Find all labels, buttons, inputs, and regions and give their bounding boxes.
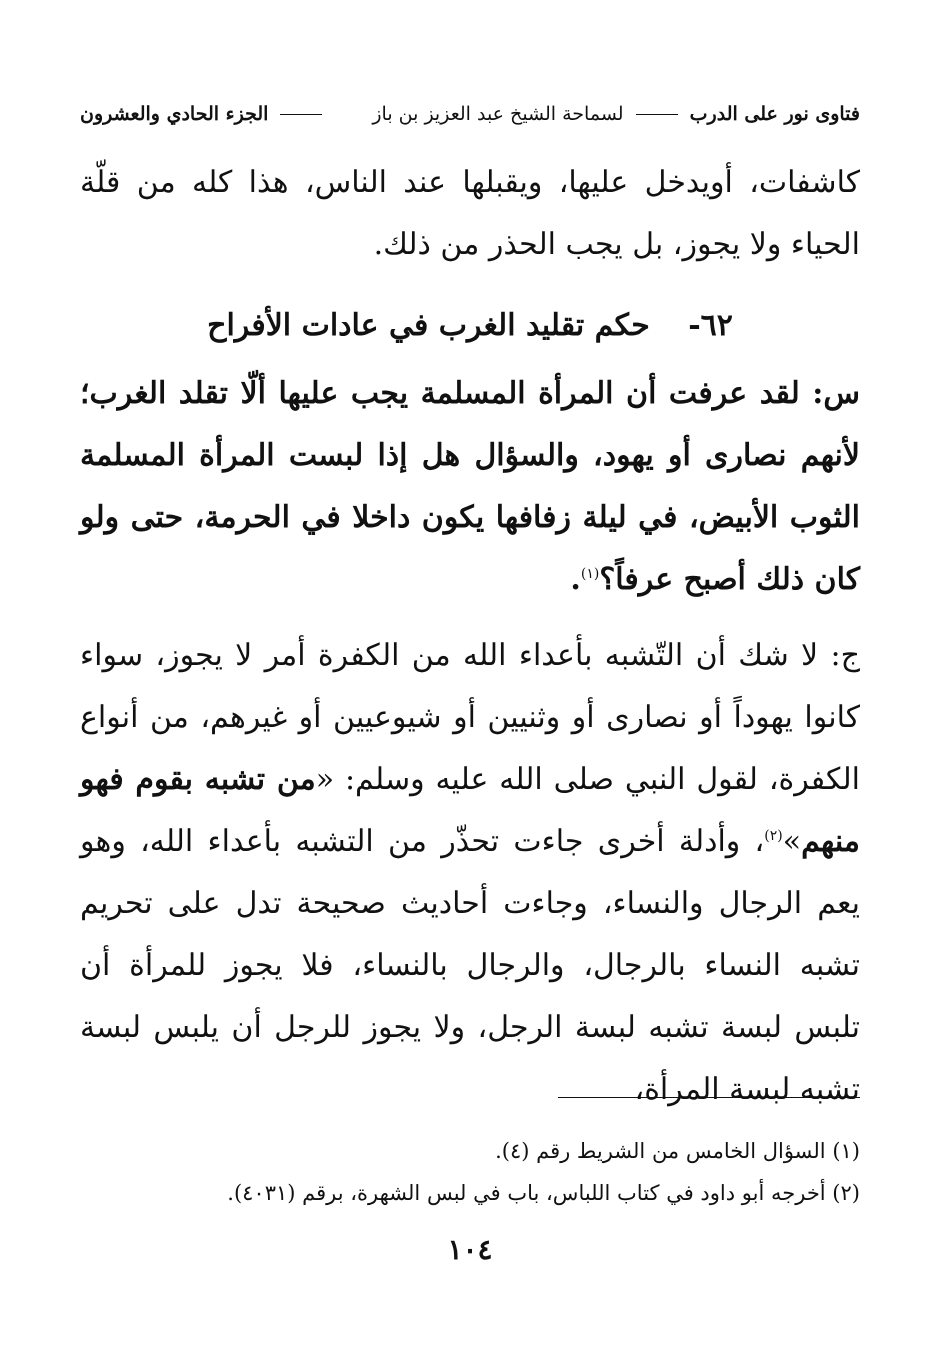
header-author: لسماحة الشيخ عبد العزيز بن باز [372, 103, 624, 125]
header-book-title: فتاوى نور على الدرب [689, 103, 860, 125]
answer-paragraph [80, 625, 860, 1121]
footnote-1: (١) السؤال الخامس من الشريط رقم (٤). [495, 1139, 860, 1163]
question-text: س: لقد عرفت أن المرأة المسلمة يجب عليها ألّا تقلد الغرب؛ لأنهم نصارى أو يهود، والسؤال هل إذا لبست المرأة المسلمة الثوب الأبيض، في ليلة زفافها يكون داخلا في الحرمة، حتى ولو كان ذلك أصبح عرفاً؟ [80, 376, 860, 597]
answer-text-part2: ، وأدلة أخرى جاءت تحذّر من التشبه بأعداء الله، وهو يعم الرجال والنساء، وجاءت أحاديث صحيحة تدل على تحريم تشبه النساء بالرجال، والرجال بالنساء، فلا يجوز للمرأة أن تلبس لبسة تشبه لبسة الرجل، ولا يجوز للرجل أن يلبس لبسة تشبه لبسة المرأة، [80, 824, 860, 1107]
header-separator [636, 114, 678, 115]
question-paragraph [80, 363, 860, 611]
footnote-ref-2: (٢) [764, 828, 783, 844]
section-heading [80, 296, 860, 356]
footnote-ref-1: (١) [580, 566, 600, 582]
page-number: ١٠٤ [447, 1233, 493, 1266]
continuation-paragraph [80, 152, 860, 276]
footnote-2: (٢) أخرجه أبو داود في كتاب اللباس، باب في لبس الشهرة، برقم (٤٠٣١). [227, 1181, 860, 1205]
footnote-divider [558, 1097, 860, 1098]
running-header [80, 103, 860, 139]
question-end: . [570, 562, 581, 597]
hadith-quote: من تشبه بقوم فهو منهم [80, 762, 860, 859]
section-title-text: حكم تقليد الغرب في عادات الأفراح [207, 308, 650, 343]
header-separator [280, 114, 322, 115]
continuation-text: كاشفات، أويدخل عليها، ويقبلها عند الناس، هذا كله من قلّة الحياء ولا يجوز، بل يجب الحذر من ذلك. [80, 165, 860, 262]
footnotes [80, 1130, 860, 1214]
answer-text-part1: ج: لا شك أن التّشبه بأعداء الله من الكفرة أمر لا يجوز، سواء كانوا يهوداً أو نصارى أو وثنيين أو شيوعيين أو غيرهم، من أنواع الكفرة، لقول النبي صلى الله عليه وسلم: « [80, 638, 860, 797]
hadith-close-quote: » [782, 824, 802, 859]
header-volume: الجزء الحادي والعشرون [80, 103, 269, 125]
section-number: ٦٢- [688, 308, 733, 343]
